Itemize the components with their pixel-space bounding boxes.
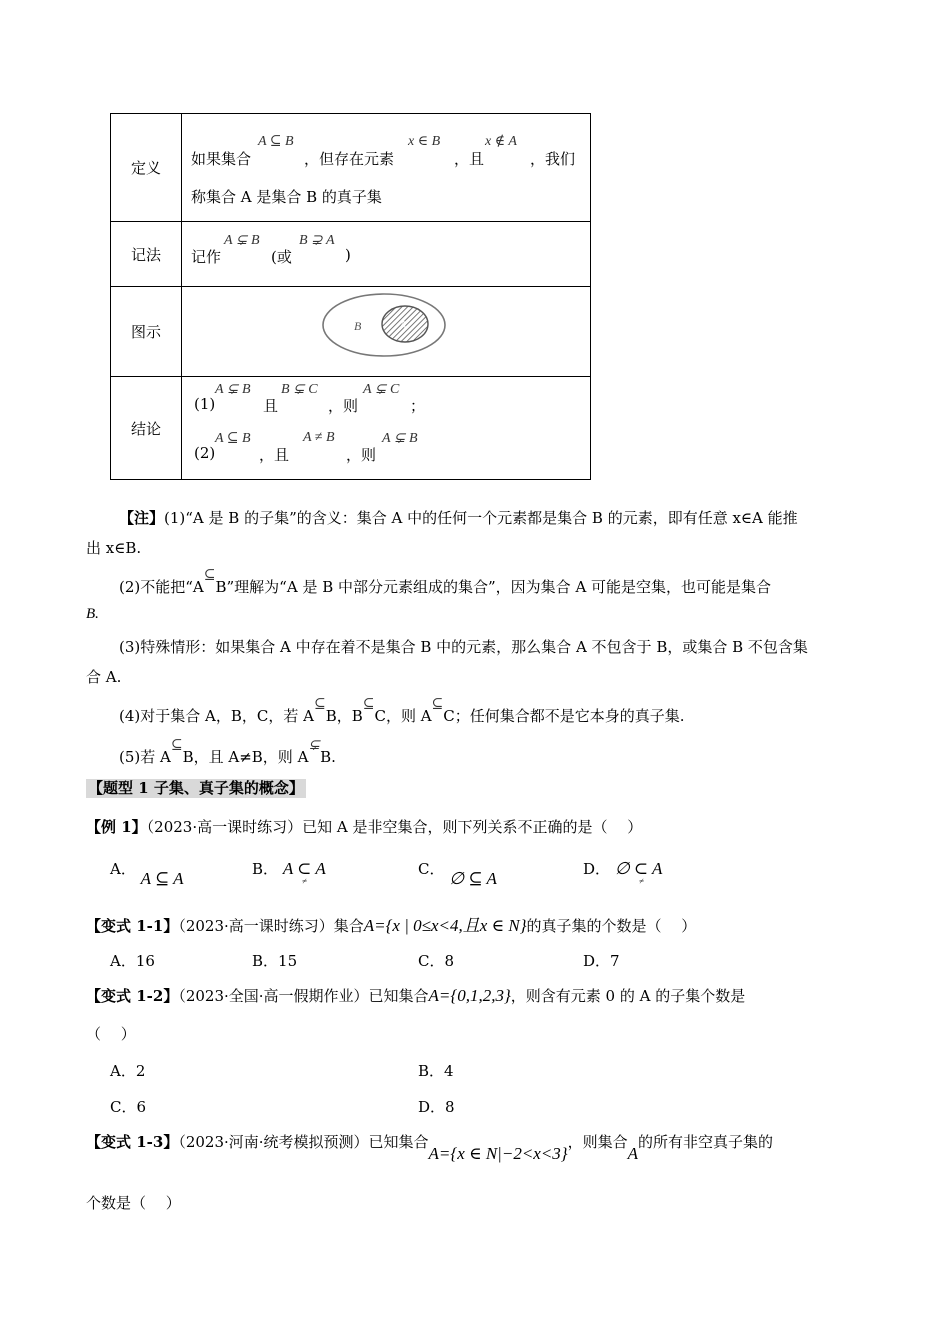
definition-text-2: ，但存在元素: [304, 150, 395, 168]
variant-1-3-set-a: A: [627, 1144, 639, 1163]
notation-math-2: B ⊋ A: [299, 233, 335, 248]
variant-1-3-tag: 【变式 1-3】: [86, 1133, 179, 1151]
variant-1-2-tag: 【变式 1-2】: [86, 987, 179, 1005]
conclusion-1-text-a: (1): [194, 395, 216, 413]
note-1-text: (1)“A 是 B 的子集”的含义：集合 A 中的任何一个元素都是集合 B 的元素，即有任意 x∈A 能推: [164, 509, 798, 527]
conclusion-1-text-d: ；: [410, 397, 426, 415]
variant-1-3-text-c: 的所有非空真子集的: [638, 1133, 774, 1151]
example-1-question: [86, 816, 642, 837]
option-a-letter: A．: [110, 860, 136, 878]
variant-1-1-option-b[interactable]: B．15: [252, 952, 298, 970]
notation-text-1: 记作: [191, 248, 222, 266]
variant-1-1-text-b: 的真子集的个数是（ ）: [526, 917, 697, 935]
definition-math-3: x ∉ A: [485, 134, 517, 149]
example-1-text: （2023·高一课时练习）已知 A 是非空集合，则下列关系不正确的是（ ）: [146, 818, 643, 836]
conclusion-1-text-b: 且: [263, 397, 279, 415]
variant-1-1-option-d[interactable]: D．7: [583, 952, 620, 970]
variant-1-2-option-b[interactable]: B．4: [418, 1062, 454, 1080]
variant-1-1-tag: 【变式 1-1】: [86, 917, 179, 935]
conclusion-2-text-b: ，且: [259, 446, 290, 464]
outer-set-label: B: [354, 319, 362, 333]
variant-1-3-line-2: 个数是（ ）: [86, 1194, 181, 1212]
notation-cell: [182, 222, 591, 287]
variant-1-2-line-2: （ ）: [86, 1025, 136, 1043]
option-d-neq-mark: ≠: [639, 876, 644, 886]
option-a-expr: A ⊆ A: [140, 869, 184, 888]
example-1-tag: 【例 1】: [86, 818, 147, 836]
row-label-diagram: 图示: [111, 287, 182, 377]
note-4-text-c: C，则 A: [374, 707, 432, 725]
variant-1-3-text-a: （2023·河南·统考模拟预测）已知集合: [178, 1133, 429, 1151]
section-title: 【题型 1 子集、真子集的概念】: [88, 779, 304, 797]
note-4-symbol-2: ⊆: [362, 697, 375, 712]
note-4-line: [119, 697, 685, 726]
diagram-cell: [182, 287, 591, 377]
note-4-text-d: C；任何集合都不是它本身的真子集.: [443, 707, 685, 725]
note-5-symbol-2: ⊊: [308, 738, 321, 753]
conclusion-2-text-c: ，则: [346, 446, 377, 464]
conclusion-1-math-3: A ⊊ C: [363, 382, 400, 397]
inner-set-label: A: [400, 320, 407, 331]
conclusion-cell: [182, 377, 591, 480]
note-tag: 【注】: [119, 509, 165, 527]
example-1-option-c[interactable]: [418, 858, 497, 888]
note-5-line: [119, 738, 336, 767]
variant-1-2-option-d[interactable]: D．8: [418, 1098, 455, 1116]
definition-text-4: ，我们: [530, 150, 576, 168]
note-2-subset-symbol: ⊆: [203, 568, 216, 583]
variant-1-3-question: [86, 1131, 774, 1163]
option-b-expr: A ⊂ A: [282, 859, 326, 878]
variant-1-3-text-b: ，则集合: [567, 1133, 628, 1151]
note-4-symbol-3: ⊆: [431, 697, 444, 712]
variant-1-2-text-a: （2023·全国·高一假期作业）已知集合: [178, 987, 429, 1005]
conclusion-1-text-c: ，则: [328, 397, 359, 415]
definition-text-3: ，且: [454, 150, 485, 168]
note-5-text-c: B.: [320, 748, 336, 766]
variant-1-2-question: [86, 985, 745, 1006]
example-1-option-a[interactable]: [110, 858, 184, 888]
note-5-symbol-1: ⊆: [170, 738, 183, 753]
note-5-text-b: B，且 A≠B，则 A: [182, 748, 309, 766]
variant-1-2-option-a[interactable]: A．2: [110, 1062, 146, 1080]
note-2-line-1: [119, 568, 772, 597]
row-label-conclusion: 结论: [111, 377, 182, 480]
variant-1-1-text-a: （2023·高一课时练习）集合: [178, 917, 364, 935]
notation-math-1: A ⊊ B: [224, 233, 260, 248]
note-5-text-a: (5)若 A: [119, 748, 171, 766]
definition-text-line2: 称集合 A 是集合 B 的真子集: [191, 188, 382, 206]
definition-cell: [182, 114, 591, 222]
definition-table: [110, 113, 591, 480]
note-4-text-b: B，B: [325, 707, 363, 725]
row-label-definition: 定义: [111, 114, 182, 222]
variant-1-3-expr: A={x ∈ N|−2<x<3}: [428, 1144, 568, 1163]
option-d-letter: D．: [583, 860, 611, 878]
example-1-option-b[interactable]: [252, 858, 326, 886]
variant-1-2-text-b: ，则含有元素 0 的 A 的子集个数是: [510, 987, 746, 1005]
note-2-line-2: B.: [86, 606, 99, 622]
note-4-text-a: (4)对于集合 A，B，C，若 A: [119, 707, 314, 725]
notation-text-2: (或: [271, 248, 292, 266]
note-3-line-2: 合 A.: [86, 668, 122, 686]
option-d-expr: ∅ ⊂ A: [614, 859, 663, 878]
definition-math-1: A ⊆ B: [258, 134, 294, 149]
variant-1-1-expr: A={x | 0≤x<4,且x ∈ N}: [363, 916, 527, 935]
conclusion-2-math-3: A ⊊ B: [382, 431, 418, 446]
variant-1-2-expr: A={0,1,2,3}: [428, 986, 511, 1005]
row-label-notation: 记法: [111, 222, 182, 287]
option-b-neq-mark: ≠: [302, 876, 307, 886]
variant-1-1-option-a[interactable]: A．16: [110, 952, 155, 970]
variant-1-1-option-c[interactable]: C．8: [418, 952, 455, 970]
note-4-symbol-1: ⊆: [313, 697, 326, 712]
definition-math-2: x ∈ B: [408, 134, 441, 149]
variant-1-1-question: [86, 911, 696, 936]
conclusion-1-math-1: A ⊊ B: [215, 382, 251, 397]
variant-1-2-option-c[interactable]: C．6: [110, 1098, 147, 1116]
conclusion-2-text-a: (2): [194, 444, 216, 462]
notation-text-3: ): [345, 246, 351, 264]
note-1-line-1: [119, 507, 798, 528]
note-2-text-b: B”理解为“A 是 B 中部分元素组成的集合”，因为集合 A 可能是空集，也可能是集合: [215, 578, 772, 596]
option-b-letter: B．: [252, 860, 279, 878]
venn-diagram: [321, 291, 449, 359]
option-c-letter: C．: [418, 860, 445, 878]
note-2-text-a: (2)不能把“A: [119, 578, 204, 596]
conclusion-1-math-2: B ⊊ C: [281, 382, 318, 397]
definition-text-1: 如果集合: [191, 150, 252, 168]
note-3-line-1: (3)特殊情形：如果集合 A 中存在着不是集合 B 中的元素，那么集合 A 不包含于 B，或集合 B 不包含集: [119, 638, 808, 656]
conclusion-2-math-1: A ⊆ B: [215, 431, 251, 446]
note-1-line-2: 出 x∈B.: [86, 539, 142, 557]
example-1-option-d[interactable]: [583, 858, 663, 886]
conclusion-2-math-2: A ≠ B: [303, 430, 335, 445]
option-c-expr: ∅ ⊆ A: [449, 869, 497, 888]
